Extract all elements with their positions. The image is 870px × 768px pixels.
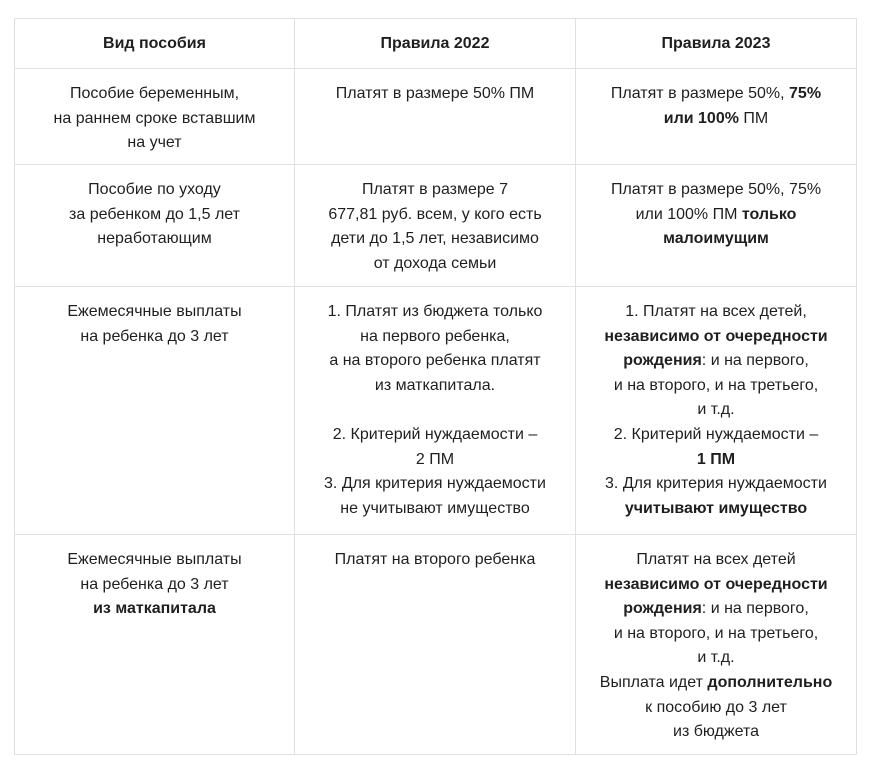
cell-line: [580, 203, 852, 228]
cell-line: Платят на всех детей: [636, 551, 796, 568]
cell-benefit-type: [15, 69, 295, 165]
cell-line: и т.д.: [697, 649, 735, 667]
cell-rules-2023: [576, 287, 857, 535]
cell-line: на ребенка до 3 лет: [80, 575, 229, 593]
cell-line: из маткапитала.: [374, 376, 496, 394]
cell-line: а на второго ребенка платят: [329, 352, 541, 370]
cell-rules-2022: [295, 287, 576, 535]
header-row: [15, 19, 857, 69]
cell-text: : и на первого,: [701, 352, 809, 370]
cell-line: 2. Критерий нуждаемости –: [613, 425, 819, 443]
cell-bold-text: или 100%: [663, 109, 739, 127]
cell-benefit-type: [15, 287, 295, 535]
cell-line: 1 ПМ: [696, 450, 736, 468]
cell-line: от дохода семьи: [373, 254, 497, 272]
blank-line: [299, 398, 571, 423]
cell-line: Платят на второго ребенка: [334, 551, 536, 568]
benefits-comparison-table: [14, 18, 857, 755]
cell-text: ПМ: [738, 109, 769, 127]
cell-line: 2 ПМ: [415, 450, 455, 468]
header-benefit-type: Вид пособия: [15, 19, 295, 69]
cell-line: [580, 82, 852, 107]
cell-text: : и на первого,: [701, 600, 809, 618]
cell-line: на ребенка до 3 лет: [80, 327, 229, 345]
cell-rules-2022: [295, 69, 576, 165]
cell-line: на раннем сроке вставшим: [53, 109, 256, 127]
cell-text: Платят в размере 50%,: [610, 85, 790, 102]
cell-bold-text: только: [741, 205, 797, 223]
cell-line: малоимущим: [663, 230, 769, 248]
cell-line: [580, 349, 852, 374]
cell-bold-text: рождения: [623, 352, 702, 370]
cell-line: и на второго, и на третьего,: [613, 376, 819, 394]
cell-line: 3. Для критерия нуждаемости: [324, 475, 546, 493]
cell-bold-text: 75%: [789, 85, 822, 102]
cell-line: не учитывают имущество: [340, 499, 530, 517]
cell-line: неработающим: [97, 230, 212, 248]
cell-text: или 100% ПМ: [635, 205, 742, 223]
cell-benefit-type: [15, 165, 295, 287]
cell-line: дети до 1,5 лет, независимо: [331, 230, 539, 248]
cell-line: учитывают имущество: [624, 499, 808, 517]
cell-rules-2022: [295, 165, 576, 287]
cell-line: независимо от очередности: [604, 327, 828, 345]
cell-line: и т.д.: [697, 401, 735, 419]
cell-line: на первого ребенка,: [360, 327, 510, 345]
cell-line: 1. Платят из бюджета только: [327, 303, 543, 320]
cell-line: Ежемесячные выплаты: [67, 551, 242, 568]
cell-line: Пособие беременным,: [69, 85, 240, 102]
cell-line: из маткапитала: [93, 600, 216, 618]
cell-line: Ежемесячные выплаты: [67, 303, 242, 320]
cell-line: [580, 597, 852, 622]
cell-line: [580, 107, 852, 132]
cell-line: 2. Критерий нуждаемости –: [332, 425, 538, 443]
cell-line: и на второго, и на третьего,: [613, 624, 819, 642]
cell-line: Платят в размере 7: [361, 181, 509, 198]
header-rules-2023: Правила 2023: [576, 19, 857, 69]
cell-line: 3. Для критерия нуждаемости: [605, 475, 827, 493]
cell-benefit-type: [15, 535, 295, 755]
cell-rules-2023: [576, 165, 857, 287]
cell-line: Платят в размере 50%, 75%: [610, 181, 822, 198]
cell-line: к пособию до 3 лет: [645, 698, 787, 716]
table-row: [15, 287, 857, 535]
cell-line: Платят в размере 50% ПМ: [335, 85, 535, 102]
cell-bold-text: дополнительно: [707, 673, 833, 691]
cell-text: Выплата идет: [599, 673, 708, 691]
cell-rules-2023: [576, 69, 857, 165]
table-row: [15, 165, 857, 287]
cell-bold-text: рождения: [623, 600, 702, 618]
header-rules-2022: Правила 2022: [295, 19, 576, 69]
cell-line: за ребенком до 1,5 лет: [69, 205, 240, 223]
cell-line: [580, 671, 852, 696]
table-row: [15, 69, 857, 165]
cell-line: 1. Платят на всех детей,: [625, 303, 807, 320]
cell-line: Пособие по уходу: [88, 181, 221, 198]
cell-line: 677,81 руб. всем, у кого есть: [328, 205, 542, 223]
cell-line: из бюджета: [673, 723, 759, 741]
cell-rules-2022: [295, 535, 576, 755]
cell-line: на учет: [127, 134, 182, 152]
cell-rules-2023: [576, 535, 857, 755]
table-row: [15, 535, 857, 755]
cell-line: независимо от очередности: [604, 575, 828, 593]
